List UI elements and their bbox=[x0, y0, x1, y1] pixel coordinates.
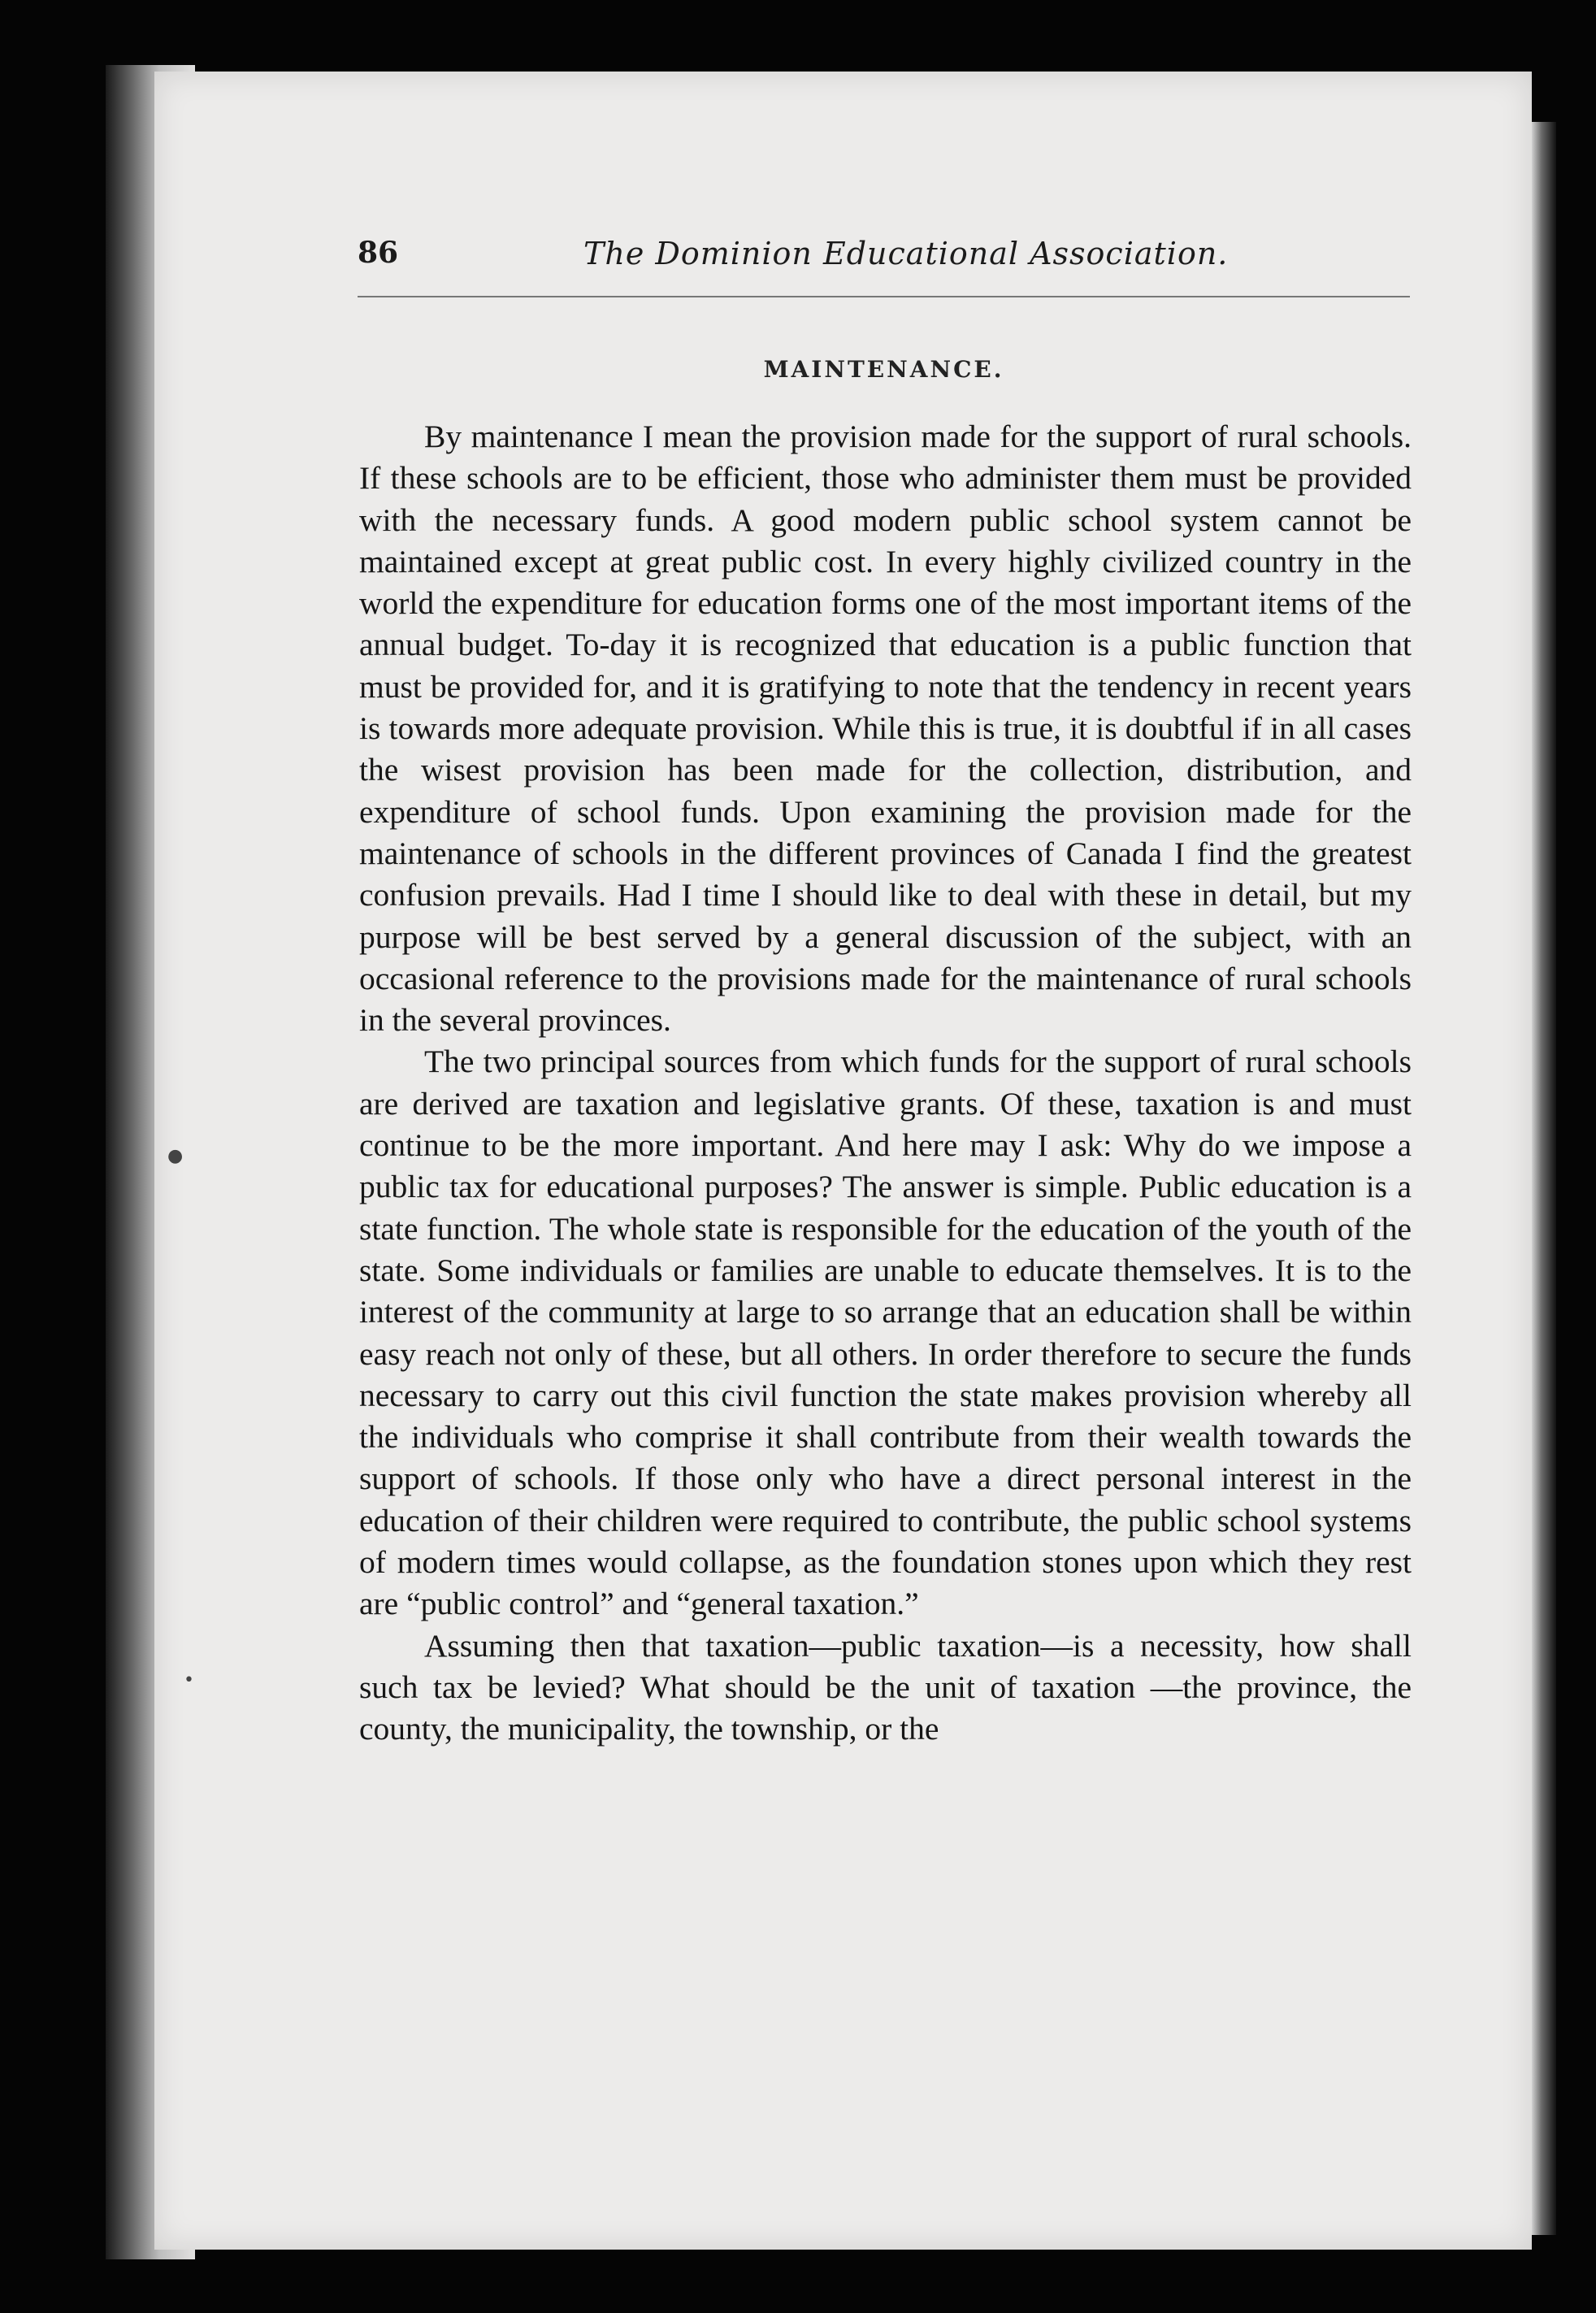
margin-speck: • bbox=[184, 1670, 194, 1690]
page-number: 86 bbox=[358, 236, 399, 270]
body-text bbox=[359, 416, 1412, 1751]
section-title: MAINTENANCE. bbox=[763, 356, 1004, 383]
paragraph-2: The two principal sources from which funds for the support of rural schools are derived are taxation and legislative grants. Of these, taxation is and must continue to be the more important. And here may I ask: Why do we impose a public tax for educational purposes? The answer is simple. Public education is a state function. The whole state is responsible for the education of the youth of the state. Some individuals or families are unable to educate themselves. It is to the interest of the community at large to so arrange that an education shall be within easy reach not only of these, but all others. In order therefore to secure the funds necessary to carry out this civil function the state makes provision whereby all the individuals who comprise it shall contribute from their wealth towards the support of schools. If those only who have a direct personal interest in the education of their children were required to contribute, the public school systems of modern times would collapse, as the foundation stones upon which they rest are “public control” and “general taxation.” bbox=[359, 1044, 1412, 1622]
header-rule bbox=[358, 296, 1410, 297]
paragraph-1: By maintenance I mean the provision made for the support of rural schools. If these schools are to be efficient, those who administer them must be provided with the necessary funds. A good modern public school system cannot be maintained except at great public cost. In every highly civilized country in the world the expenditure for education forms one of the most important items of the annual budget. To-day it is recognized that education is a public function that must be provided for, and it is gratifying to note that the tendency in recent years is towards more adequate provision. While this is true, it is doubtful if in all cases the wisest provision has been made for the collection, distribution, and expenditure of school funds. Upon examining the provision made for the maintenance of schools in the different provinces of Canada I find the greatest confusion prevails. Had I time I should like to deal with these in detail, but my purpose will be best served by a general discussion of the subject, with an occasional reference to the provisions made for the maintenance of rural schools in the several provinces. bbox=[359, 419, 1412, 1039]
running-title: The Dominion Educational Association. bbox=[583, 236, 1229, 271]
page-header bbox=[358, 236, 1414, 284]
page-edge-shadow bbox=[1532, 122, 1556, 2235]
margin-speck: ● bbox=[167, 1146, 184, 1166]
paragraph-3: Assuming then that taxation—public taxation—is a necessity, how shall such tax be levied? What should be the unit of taxation —the province, the county, the municipality, the township, or the bbox=[359, 1627, 1412, 1747]
